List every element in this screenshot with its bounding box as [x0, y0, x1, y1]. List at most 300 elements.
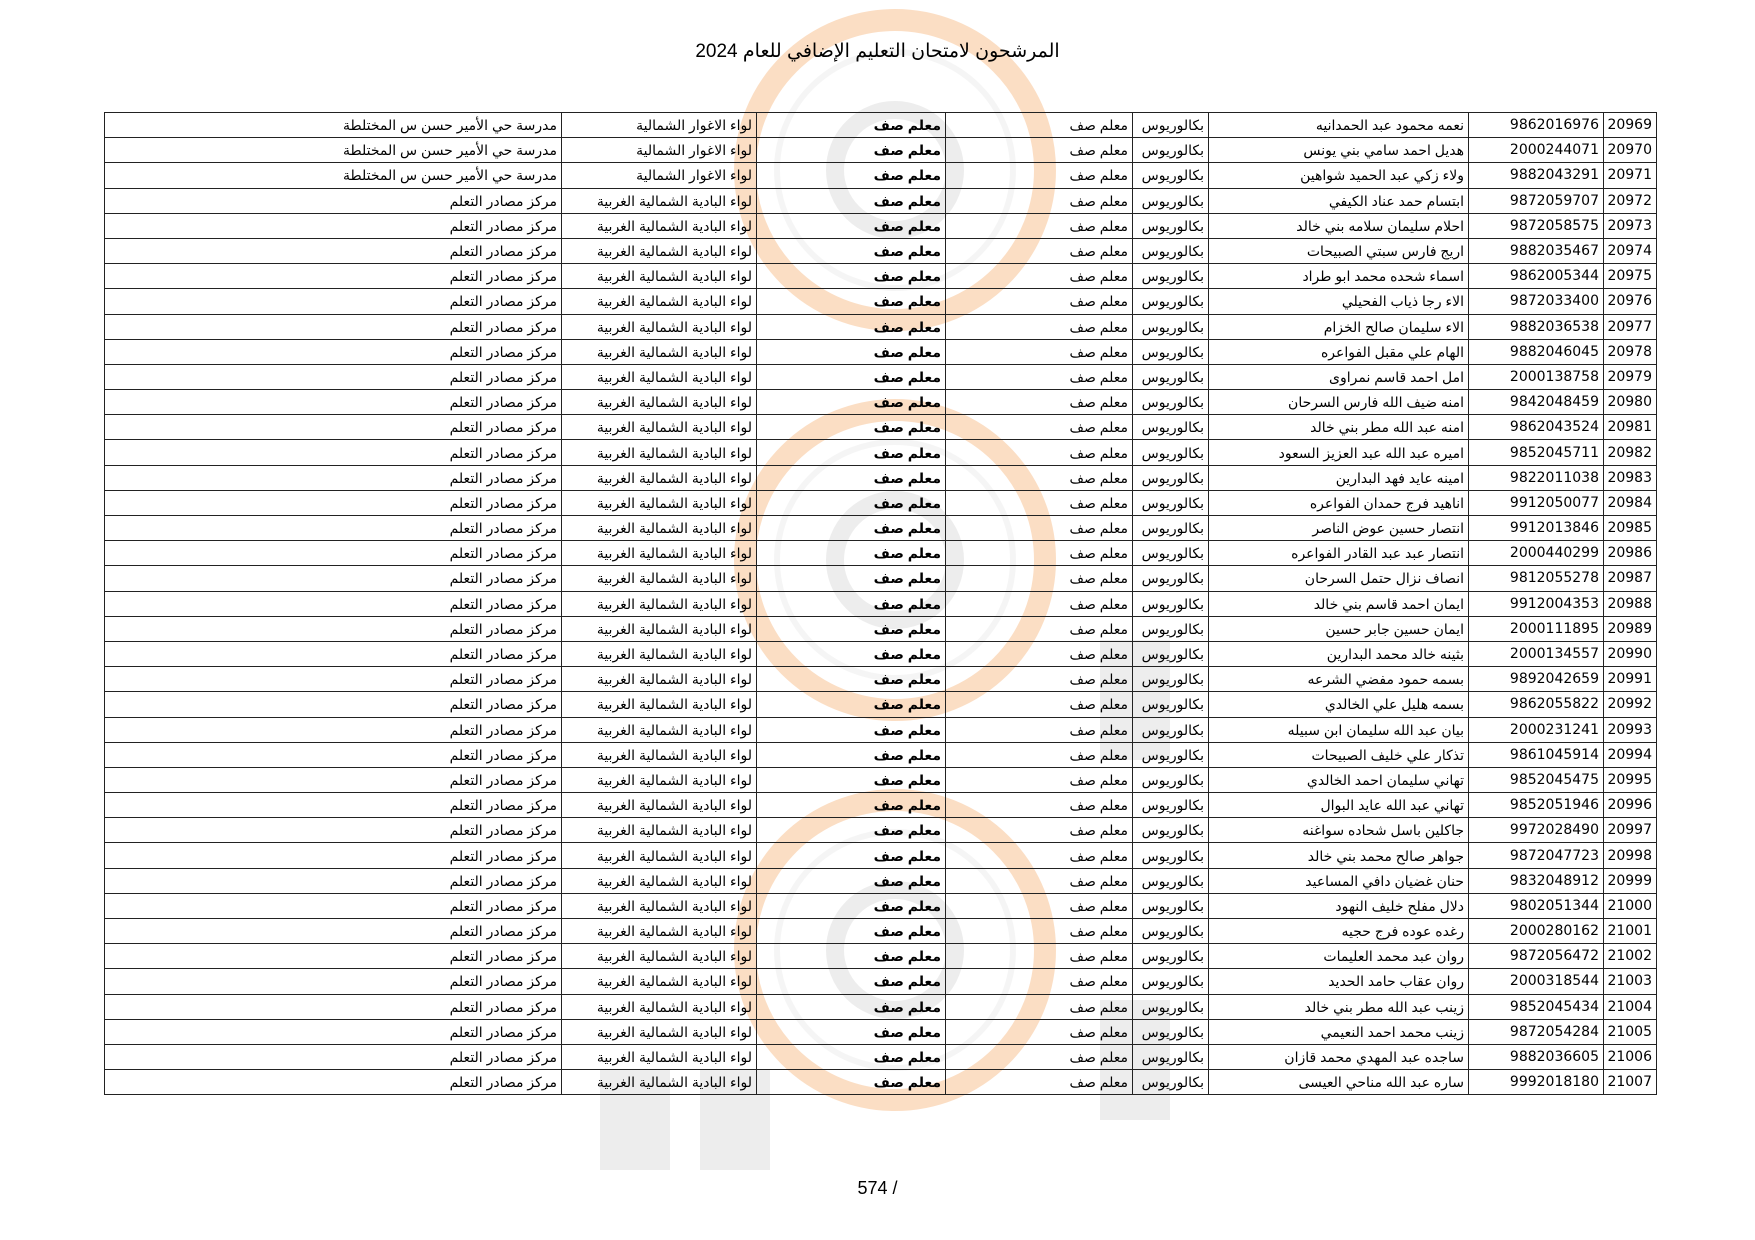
specialization-cell: معلم صف: [946, 566, 1133, 591]
table-row: [105, 969, 1657, 994]
name-cell: ساره عبد الله مناحي العيسى: [1209, 1070, 1469, 1095]
directorate-cell: لواء البادية الشمالية الغربية: [562, 591, 757, 616]
name-cell: انصاف نزال حتمل السرحان: [1209, 566, 1469, 591]
directorate-cell: لواء البادية الشمالية الغربية: [562, 264, 757, 289]
national-id-cell: 9912004353: [1469, 591, 1604, 616]
specialization-cell: معلم صف: [946, 541, 1133, 566]
specialization-cell: معلم صف: [946, 415, 1133, 440]
school-cell: مركز مصادر التعلم: [105, 566, 562, 591]
sequence-cell: 20971: [1604, 163, 1657, 188]
sequence-cell: 20989: [1604, 616, 1657, 641]
job-title-cell: معلم صف: [757, 465, 946, 490]
name-cell: ساجده عبد المهدي محمد قازان: [1209, 1044, 1469, 1069]
specialization-cell: معلم صف: [946, 767, 1133, 792]
school-cell: مركز مصادر التعلم: [105, 339, 562, 364]
name-cell: امل احمد قاسم نمراوى: [1209, 364, 1469, 389]
degree-cell: بكالوريوس: [1133, 717, 1209, 742]
table-row: [105, 818, 1657, 843]
national-id-cell: 9882043291: [1469, 163, 1604, 188]
sequence-cell: 20995: [1604, 767, 1657, 792]
job-title-cell: معلم صف: [757, 213, 946, 238]
degree-cell: بكالوريوس: [1133, 138, 1209, 163]
name-cell: امنه ضيف الله فارس السرحان: [1209, 390, 1469, 415]
table-row: [105, 1070, 1657, 1095]
job-title-cell: معلم صف: [757, 339, 946, 364]
specialization-cell: معلم صف: [946, 264, 1133, 289]
sequence-cell: 20999: [1604, 868, 1657, 893]
directorate-cell: لواء البادية الشمالية الغربية: [562, 490, 757, 515]
sequence-cell: 21002: [1604, 944, 1657, 969]
specialization-cell: معلم صف: [946, 793, 1133, 818]
degree-cell: بكالوريوس: [1133, 364, 1209, 389]
table-row: [105, 516, 1657, 541]
table-row: [105, 364, 1657, 389]
job-title-cell: معلم صف: [757, 667, 946, 692]
page-title: المرشحون لامتحان التعليم الإضافي للعام 2024: [695, 41, 1060, 62]
job-title-cell: معلم صف: [757, 188, 946, 213]
job-title-cell: معلم صف: [757, 994, 946, 1019]
specialization-cell: معلم صف: [946, 944, 1133, 969]
degree-cell: بكالوريوس: [1133, 415, 1209, 440]
name-cell: الهام علي مقبل الفواعره: [1209, 339, 1469, 364]
national-id-cell: 9812055278: [1469, 566, 1604, 591]
sequence-cell: 20994: [1604, 742, 1657, 767]
sequence-cell: 21006: [1604, 1044, 1657, 1069]
national-id-cell: 9892042659: [1469, 667, 1604, 692]
specialization-cell: معلم صف: [946, 641, 1133, 666]
name-cell: الاء سليمان صالح الخزام: [1209, 314, 1469, 339]
sequence-cell: 21003: [1604, 969, 1657, 994]
directorate-cell: لواء البادية الشمالية الغربية: [562, 364, 757, 389]
sequence-cell: 20969: [1604, 113, 1657, 138]
school-cell: مركز مصادر التعلم: [105, 516, 562, 541]
degree-cell: بكالوريوس: [1133, 113, 1209, 138]
job-title-cell: معلم صف: [757, 1070, 946, 1095]
national-id-cell: 2000231241: [1469, 717, 1604, 742]
table-row: [105, 339, 1657, 364]
directorate-cell: لواء البادية الشمالية الغربية: [562, 742, 757, 767]
national-id-cell: 9882036538: [1469, 314, 1604, 339]
sequence-cell: 20975: [1604, 264, 1657, 289]
school-cell: مدرسة حي الأمير حسن س المختلطة: [105, 138, 562, 163]
national-id-cell: 9872054284: [1469, 1019, 1604, 1044]
degree-cell: بكالوريوس: [1133, 314, 1209, 339]
sequence-cell: 20990: [1604, 641, 1657, 666]
table-row: [105, 490, 1657, 515]
school-cell: مركز مصادر التعلم: [105, 641, 562, 666]
job-title-cell: معلم صف: [757, 238, 946, 263]
job-title-cell: معلم صف: [757, 314, 946, 339]
degree-cell: بكالوريوس: [1133, 289, 1209, 314]
specialization-cell: معلم صف: [946, 213, 1133, 238]
school-cell: مركز مصادر التعلم: [105, 919, 562, 944]
national-id-cell: 2000138758: [1469, 364, 1604, 389]
national-id-cell: 9862043524: [1469, 415, 1604, 440]
degree-cell: بكالوريوس: [1133, 339, 1209, 364]
school-cell: مركز مصادر التعلم: [105, 213, 562, 238]
specialization-cell: معلم صف: [946, 1070, 1133, 1095]
directorate-cell: لواء الاغوار الشمالية: [562, 138, 757, 163]
job-title-cell: معلم صف: [757, 113, 946, 138]
directorate-cell: لواء البادية الشمالية الغربية: [562, 390, 757, 415]
degree-cell: بكالوريوس: [1133, 641, 1209, 666]
school-cell: مركز مصادر التعلم: [105, 490, 562, 515]
national-id-cell: 9832048912: [1469, 868, 1604, 893]
specialization-cell: معلم صف: [946, 113, 1133, 138]
table-row: [105, 793, 1657, 818]
school-cell: مركز مصادر التعلم: [105, 289, 562, 314]
table-row: [105, 667, 1657, 692]
name-cell: اسماء شحده محمد ابو طراد: [1209, 264, 1469, 289]
directorate-cell: لواء البادية الشمالية الغربية: [562, 465, 757, 490]
specialization-cell: معلم صف: [946, 339, 1133, 364]
sequence-cell: 21000: [1604, 893, 1657, 918]
sequence-cell: 20985: [1604, 516, 1657, 541]
sequence-cell: 20986: [1604, 541, 1657, 566]
sequence-cell: 20972: [1604, 188, 1657, 213]
sequence-cell: 20974: [1604, 238, 1657, 263]
directorate-cell: لواء البادية الشمالية الغربية: [562, 566, 757, 591]
directorate-cell: لواء البادية الشمالية الغربية: [562, 1070, 757, 1095]
specialization-cell: معلم صف: [946, 893, 1133, 918]
table-row: [105, 138, 1657, 163]
specialization-cell: معلم صف: [946, 717, 1133, 742]
degree-cell: بكالوريوس: [1133, 390, 1209, 415]
job-title-cell: معلم صف: [757, 415, 946, 440]
degree-cell: بكالوريوس: [1133, 591, 1209, 616]
name-cell: زينب محمد احمد النعيمي: [1209, 1019, 1469, 1044]
directorate-cell: لواء الاغوار الشمالية: [562, 163, 757, 188]
directorate-cell: لواء البادية الشمالية الغربية: [562, 818, 757, 843]
directorate-cell: لواء البادية الشمالية الغربية: [562, 843, 757, 868]
specialization-cell: معلم صف: [946, 591, 1133, 616]
specialization-cell: معلم صف: [946, 188, 1133, 213]
school-cell: مركز مصادر التعلم: [105, 944, 562, 969]
degree-cell: بكالوريوس: [1133, 541, 1209, 566]
directorate-cell: لواء البادية الشمالية الغربية: [562, 641, 757, 666]
sequence-cell: 20970: [1604, 138, 1657, 163]
name-cell: ابتسام حمد عناد الكيفي: [1209, 188, 1469, 213]
degree-cell: بكالوريوس: [1133, 1044, 1209, 1069]
national-id-cell: 9882036605: [1469, 1044, 1604, 1069]
name-cell: بيان عبد الله سليمان ابن سبيله: [1209, 717, 1469, 742]
name-cell: الاء رجا ذياب الفحيلي: [1209, 289, 1469, 314]
national-id-cell: 9972028490: [1469, 818, 1604, 843]
school-cell: مركز مصادر التعلم: [105, 541, 562, 566]
table-row: [105, 163, 1657, 188]
sequence-cell: 20992: [1604, 692, 1657, 717]
school-cell: مركز مصادر التعلم: [105, 969, 562, 994]
name-cell: امينه عايد فهد البدارين: [1209, 465, 1469, 490]
table-row: [105, 566, 1657, 591]
sequence-cell: 20987: [1604, 566, 1657, 591]
national-id-cell: 2000134557: [1469, 641, 1604, 666]
directorate-cell: لواء البادية الشمالية الغربية: [562, 692, 757, 717]
table-row: [105, 238, 1657, 263]
name-cell: بسمه هليل علي الخالدي: [1209, 692, 1469, 717]
name-cell: اميره عبد الله عبد العزيز السعود: [1209, 440, 1469, 465]
job-title-cell: معلم صف: [757, 893, 946, 918]
specialization-cell: معلم صف: [946, 843, 1133, 868]
degree-cell: بكالوريوس: [1133, 163, 1209, 188]
sequence-cell: 20984: [1604, 490, 1657, 515]
national-id-cell: 9861045914: [1469, 742, 1604, 767]
job-title-cell: معلم صف: [757, 516, 946, 541]
job-title-cell: معلم صف: [757, 692, 946, 717]
degree-cell: بكالوريوس: [1133, 516, 1209, 541]
sequence-cell: 20988: [1604, 591, 1657, 616]
directorate-cell: لواء البادية الشمالية الغربية: [562, 289, 757, 314]
specialization-cell: معلم صف: [946, 692, 1133, 717]
national-id-cell: 9912013846: [1469, 516, 1604, 541]
table-row: [105, 742, 1657, 767]
degree-cell: بكالوريوس: [1133, 893, 1209, 918]
name-cell: ايمان حسين جابر حسين: [1209, 616, 1469, 641]
sequence-cell: 20978: [1604, 339, 1657, 364]
job-title-cell: معلم صف: [757, 843, 946, 868]
specialization-cell: معلم صف: [946, 1044, 1133, 1069]
table-row: [105, 113, 1657, 138]
national-id-cell: 9802051344: [1469, 893, 1604, 918]
degree-cell: بكالوريوس: [1133, 490, 1209, 515]
table-row: [105, 415, 1657, 440]
national-id-cell: 9852045475: [1469, 767, 1604, 792]
school-cell: مركز مصادر التعلم: [105, 264, 562, 289]
degree-cell: بكالوريوس: [1133, 692, 1209, 717]
job-title-cell: معلم صف: [757, 364, 946, 389]
degree-cell: بكالوريوس: [1133, 994, 1209, 1019]
sequence-cell: 20977: [1604, 314, 1657, 339]
name-cell: امنه عبد الله مطر بني خالد: [1209, 415, 1469, 440]
specialization-cell: معلم صف: [946, 238, 1133, 263]
name-cell: رغده عوده فرج حجيه: [1209, 919, 1469, 944]
national-id-cell: 9852045711: [1469, 440, 1604, 465]
degree-cell: بكالوريوس: [1133, 969, 1209, 994]
job-title-cell: معلم صف: [757, 742, 946, 767]
specialization-cell: معلم صف: [946, 516, 1133, 541]
degree-cell: بكالوريوس: [1133, 566, 1209, 591]
school-cell: مركز مصادر التعلم: [105, 767, 562, 792]
national-id-cell: 9862016976: [1469, 113, 1604, 138]
degree-cell: بكالوريوس: [1133, 440, 1209, 465]
directorate-cell: لواء البادية الشمالية الغربية: [562, 213, 757, 238]
sequence-cell: 20980: [1604, 390, 1657, 415]
directorate-cell: لواء البادية الشمالية الغربية: [562, 919, 757, 944]
table-row: [105, 440, 1657, 465]
job-title-cell: معلم صف: [757, 163, 946, 188]
name-cell: انتصار عبد عبد القادر الفواعره: [1209, 541, 1469, 566]
name-cell: انتصار حسين عوض الناصر: [1209, 516, 1469, 541]
directorate-cell: لواء البادية الشمالية الغربية: [562, 868, 757, 893]
job-title-cell: معلم صف: [757, 641, 946, 666]
job-title-cell: معلم صف: [757, 566, 946, 591]
job-title-cell: معلم صف: [757, 717, 946, 742]
sequence-cell: 20982: [1604, 440, 1657, 465]
national-id-cell: 9872056472: [1469, 944, 1604, 969]
table-row: [105, 1044, 1657, 1069]
job-title-cell: معلم صف: [757, 289, 946, 314]
specialization-cell: معلم صف: [946, 390, 1133, 415]
national-id-cell: 2000318544: [1469, 969, 1604, 994]
sequence-cell: 20991: [1604, 667, 1657, 692]
directorate-cell: لواء البادية الشمالية الغربية: [562, 238, 757, 263]
school-cell: مركز مصادر التعلم: [105, 616, 562, 641]
directorate-cell: لواء البادية الشمالية الغربية: [562, 994, 757, 1019]
national-id-cell: 2000244071: [1469, 138, 1604, 163]
page-number: 574 /: [857, 1178, 898, 1198]
national-id-cell: 9852045434: [1469, 994, 1604, 1019]
school-cell: مركز مصادر التعلم: [105, 188, 562, 213]
specialization-cell: معلم صف: [946, 138, 1133, 163]
school-cell: مركز مصادر التعلم: [105, 793, 562, 818]
name-cell: روان عبد محمد العليمات: [1209, 944, 1469, 969]
school-cell: مركز مصادر التعلم: [105, 818, 562, 843]
table-row: [105, 591, 1657, 616]
degree-cell: بكالوريوس: [1133, 944, 1209, 969]
specialization-cell: معلم صف: [946, 163, 1133, 188]
directorate-cell: لواء البادية الشمالية الغربية: [562, 893, 757, 918]
degree-cell: بكالوريوس: [1133, 264, 1209, 289]
degree-cell: بكالوريوس: [1133, 667, 1209, 692]
directorate-cell: لواء البادية الشمالية الغربية: [562, 717, 757, 742]
national-id-cell: 9862055822: [1469, 692, 1604, 717]
name-cell: تهاني عبد الله عايد البوال: [1209, 793, 1469, 818]
degree-cell: بكالوريوس: [1133, 213, 1209, 238]
name-cell: روان عقاب حامد الحديد: [1209, 969, 1469, 994]
name-cell: نعمه محمود عبد الحمدانيه: [1209, 113, 1469, 138]
job-title-cell: معلم صف: [757, 490, 946, 515]
degree-cell: بكالوريوس: [1133, 767, 1209, 792]
table-row: [105, 893, 1657, 918]
directorate-cell: لواء البادية الشمالية الغربية: [562, 616, 757, 641]
school-cell: مركز مصادر التعلم: [105, 364, 562, 389]
job-title-cell: معلم صف: [757, 591, 946, 616]
table-row: [105, 944, 1657, 969]
directorate-cell: لواء البادية الشمالية الغربية: [562, 1019, 757, 1044]
national-id-cell: 9842048459: [1469, 390, 1604, 415]
school-cell: مركز مصادر التعلم: [105, 440, 562, 465]
national-id-cell: 9912050077: [1469, 490, 1604, 515]
national-id-cell: 9872033400: [1469, 289, 1604, 314]
table-row: [105, 767, 1657, 792]
degree-cell: بكالوريوس: [1133, 188, 1209, 213]
job-title-cell: معلم صف: [757, 818, 946, 843]
directorate-cell: لواء البادية الشمالية الغربية: [562, 516, 757, 541]
name-cell: دلال مفلح خليف النهود: [1209, 893, 1469, 918]
candidates-table-body: [105, 113, 1657, 1095]
school-cell: مركز مصادر التعلم: [105, 415, 562, 440]
table-row: [105, 843, 1657, 868]
school-cell: مركز مصادر التعلم: [105, 238, 562, 263]
school-cell: مركز مصادر التعلم: [105, 1044, 562, 1069]
directorate-cell: لواء البادية الشمالية الغربية: [562, 1044, 757, 1069]
school-cell: مركز مصادر التعلم: [105, 843, 562, 868]
directorate-cell: لواء البادية الشمالية الغربية: [562, 767, 757, 792]
sequence-cell: 21004: [1604, 994, 1657, 1019]
national-id-cell: 9872059707: [1469, 188, 1604, 213]
sequence-cell: 21005: [1604, 1019, 1657, 1044]
candidates-table: [104, 112, 1657, 1095]
directorate-cell: لواء البادية الشمالية الغربية: [562, 793, 757, 818]
specialization-cell: معلم صف: [946, 868, 1133, 893]
directorate-cell: لواء البادية الشمالية الغربية: [562, 541, 757, 566]
directorate-cell: لواء البادية الشمالية الغربية: [562, 339, 757, 364]
school-cell: مركز مصادر التعلم: [105, 314, 562, 339]
specialization-cell: معلم صف: [946, 667, 1133, 692]
specialization-cell: معلم صف: [946, 742, 1133, 767]
directorate-cell: لواء البادية الشمالية الغربية: [562, 667, 757, 692]
job-title-cell: معلم صف: [757, 138, 946, 163]
table-row: [105, 692, 1657, 717]
specialization-cell: معلم صف: [946, 440, 1133, 465]
job-title-cell: معلم صف: [757, 264, 946, 289]
job-title-cell: معلم صف: [757, 944, 946, 969]
job-title-cell: معلم صف: [757, 616, 946, 641]
specialization-cell: معلم صف: [946, 1019, 1133, 1044]
name-cell: احلام سليمان سلامه بني خالد: [1209, 213, 1469, 238]
school-cell: مركز مصادر التعلم: [105, 692, 562, 717]
specialization-cell: معلم صف: [946, 994, 1133, 1019]
table-row: [105, 289, 1657, 314]
specialization-cell: معلم صف: [946, 490, 1133, 515]
national-id-cell: 2000280162: [1469, 919, 1604, 944]
table-row: [105, 541, 1657, 566]
name-cell: بسمه حمود مفضي الشرعه: [1209, 667, 1469, 692]
sequence-cell: 20979: [1604, 364, 1657, 389]
national-id-cell: 9882046045: [1469, 339, 1604, 364]
school-cell: مركز مصادر التعلم: [105, 717, 562, 742]
name-cell: ايمان احمد قاسم بني خالد: [1209, 591, 1469, 616]
sequence-cell: 20996: [1604, 793, 1657, 818]
school-cell: مركز مصادر التعلم: [105, 1070, 562, 1095]
name-cell: هديل احمد سامي بني يونس: [1209, 138, 1469, 163]
degree-cell: بكالوريوس: [1133, 465, 1209, 490]
directorate-cell: لواء البادية الشمالية الغربية: [562, 314, 757, 339]
specialization-cell: معلم صف: [946, 919, 1133, 944]
directorate-cell: لواء البادية الشمالية الغربية: [562, 415, 757, 440]
job-title-cell: معلم صف: [757, 919, 946, 944]
table-row: [105, 994, 1657, 1019]
table-row: [105, 213, 1657, 238]
specialization-cell: معلم صف: [946, 616, 1133, 641]
job-title-cell: معلم صف: [757, 793, 946, 818]
degree-cell: بكالوريوس: [1133, 1070, 1209, 1095]
name-cell: جاكلين باسل شحاده سواغنه: [1209, 818, 1469, 843]
sequence-cell: 20998: [1604, 843, 1657, 868]
name-cell: جواهر صالح محمد بني خالد: [1209, 843, 1469, 868]
degree-cell: بكالوريوس: [1133, 919, 1209, 944]
national-id-cell: 9872058575: [1469, 213, 1604, 238]
specialization-cell: معلم صف: [946, 289, 1133, 314]
name-cell: تذكار علي خليف الصبيحات: [1209, 742, 1469, 767]
degree-cell: بكالوريوس: [1133, 1019, 1209, 1044]
table-row: [105, 314, 1657, 339]
table-row: [105, 641, 1657, 666]
school-cell: مركز مصادر التعلم: [105, 1019, 562, 1044]
name-cell: تهاني سليمان احمد الخالدي: [1209, 767, 1469, 792]
school-cell: مركز مصادر التعلم: [105, 893, 562, 918]
job-title-cell: معلم صف: [757, 969, 946, 994]
school-cell: مدرسة حي الأمير حسن س المختلطة: [105, 163, 562, 188]
national-id-cell: 9872047723: [1469, 843, 1604, 868]
sequence-cell: 20976: [1604, 289, 1657, 314]
directorate-cell: لواء الاغوار الشمالية: [562, 113, 757, 138]
directorate-cell: لواء البادية الشمالية الغربية: [562, 969, 757, 994]
table-row: [105, 188, 1657, 213]
table-row: [105, 264, 1657, 289]
directorate-cell: لواء البادية الشمالية الغربية: [562, 944, 757, 969]
school-cell: مركز مصادر التعلم: [105, 390, 562, 415]
